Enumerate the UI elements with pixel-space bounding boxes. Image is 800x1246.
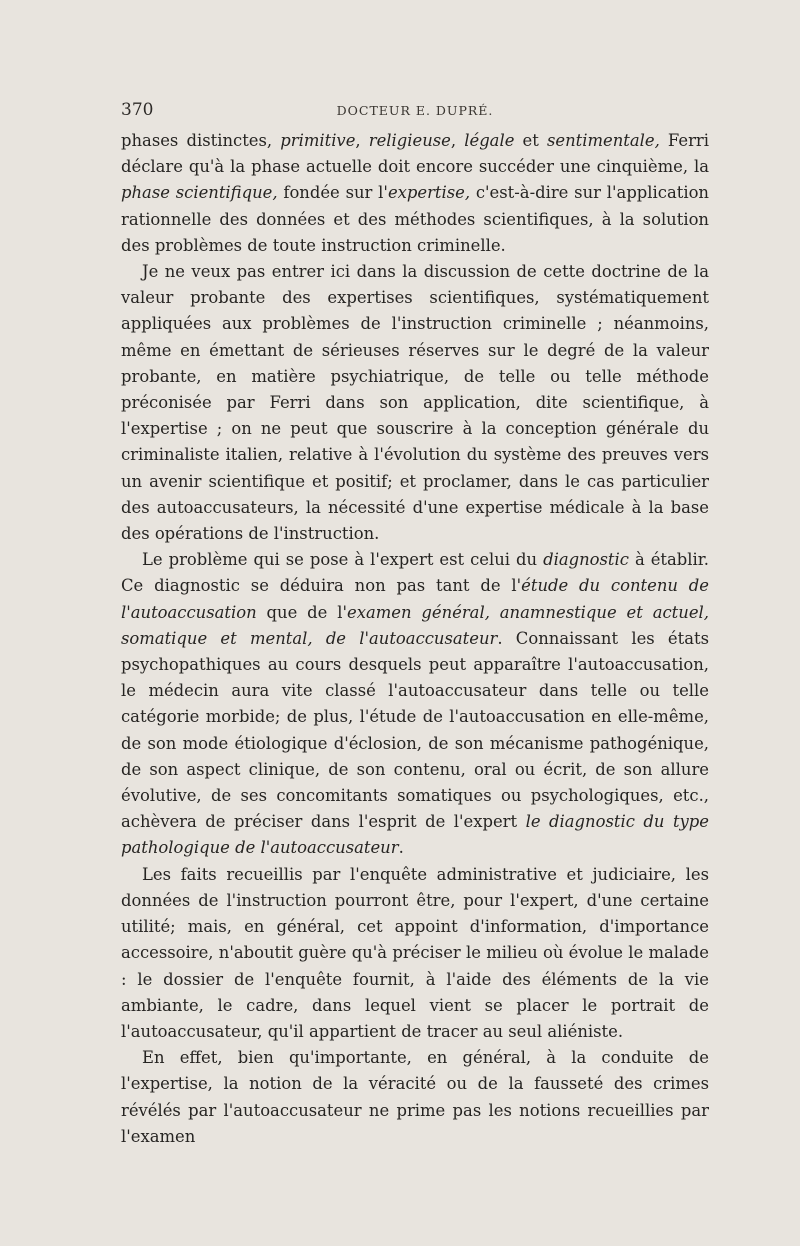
italic-text: le diagnostic du type pathologique de l'autoaccusateur	[121, 812, 709, 858]
italic-text: phase scientifique,	[121, 183, 278, 203]
text-run: à établir. Ce diagnostic se déduira non pas tant de l'	[121, 550, 709, 596]
text-run: que de l'	[256, 602, 347, 622]
text-run: ,	[450, 131, 465, 150]
paragraph	[121, 862, 709, 1045]
text-run: ,	[355, 131, 369, 150]
page-number: 370	[121, 100, 154, 120]
text-run: phases distinctes,	[121, 131, 281, 150]
text-run: Ferri déclare qu'à la phase actuelle doit encore succéder une cinquième, la	[121, 131, 710, 177]
italic-text: examen général, anamnestique et actuel, somatique et mental, de l'autoaccusateur	[121, 602, 709, 648]
text-run: En effet, bien qu'importante, en général, à la conduite de l'expertise, la notion de la véracité ou de la fausseté des crimes révélés par l'autoaccusateur ne prime pas les notions recueillies par l'examen	[121, 1048, 709, 1146]
text-run: . Connaissant les états psychopathiques au cours desquels peut apparaître l'autoaccusation, le médecin aura vite classé l'autoaccusateur dans telle ou telle catégorie morbide; de plus, l'étude de l'autoaccusation en elle-même, de son mode étiologique d'éclosion, de son mécanisme pathogénique, de son aspect clinique, de son contenu, oral ou écrit, de son allure évolutive, de ses concomitants somatiques ou psychologiques, etc., achèvera de préciser dans l'esprit de l'expert	[121, 628, 709, 832]
running-title: DOCTEUR E. DUPRÉ.	[336, 103, 494, 118]
italic-text: sentimentale,	[546, 131, 660, 150]
italic-text: expertise,	[387, 183, 471, 203]
italic-text: primitive	[280, 131, 356, 150]
text-run: et	[514, 131, 547, 150]
body-text	[121, 128, 709, 1150]
text-run: .	[398, 838, 404, 858]
text-run: Le problème qui se pose à l'expert est celui du	[142, 550, 544, 570]
paragraph	[121, 128, 709, 259]
paragraph	[121, 1045, 709, 1150]
paragraph	[121, 259, 709, 547]
italic-text: étude du contenu de l'autoaccusation	[121, 576, 709, 622]
text-run: c'est-à-dire sur l'application rationnelle des données et des méthodes scientifiques, à la solution des problèmes de toute instruction criminelle.	[121, 183, 709, 255]
italic-text: diagnostic	[543, 550, 629, 570]
text-run: fondée sur l'	[277, 183, 388, 203]
paragraph	[121, 547, 709, 861]
page-header	[121, 100, 709, 124]
italic-text: légale	[464, 131, 515, 150]
text-run: Je ne veux pas entrer ici dans la discussion de cette doctrine de la valeur probante des expertises scientifiques, systématiquement appliquées aux problèmes de l'instruction criminelle ; néanmoins, même en émettant de sérieuses réserves sur le degré de la valeur probante, en matière psychiatrique, de telle ou telle méthode préconisée par Ferri dans son application, dite scientifique, à l'expertise ; on ne peut que souscrire à la conception générale du criminaliste italien, relative à l'évolution du système des preuves vers un avenir scientifique et positif; et proclamer, dans le cas particulier des autoaccusateurs, la nécessité d'une expertise médicale à la base des opérations de l'instruction.	[121, 262, 709, 544]
italic-text: religieuse	[368, 131, 451, 150]
text-run: Les faits recueillis par l'enquête administrative et judiciaire, les données de l'instruction pourront être, pour l'expert, d'une certaine utilité; mais, en général, cet appoint d'information, d'importance accessoire, n'aboutit guère qu'à préciser le milieu où évolue le malade : le dossier de l'enquête fournit, à l'aide des éléments de la vie ambiante, le cadre, dans lequel vient se placer le portrait de l'autoaccusateur, qu'il appartient de tracer au seul aliéniste.	[121, 864, 709, 1041]
